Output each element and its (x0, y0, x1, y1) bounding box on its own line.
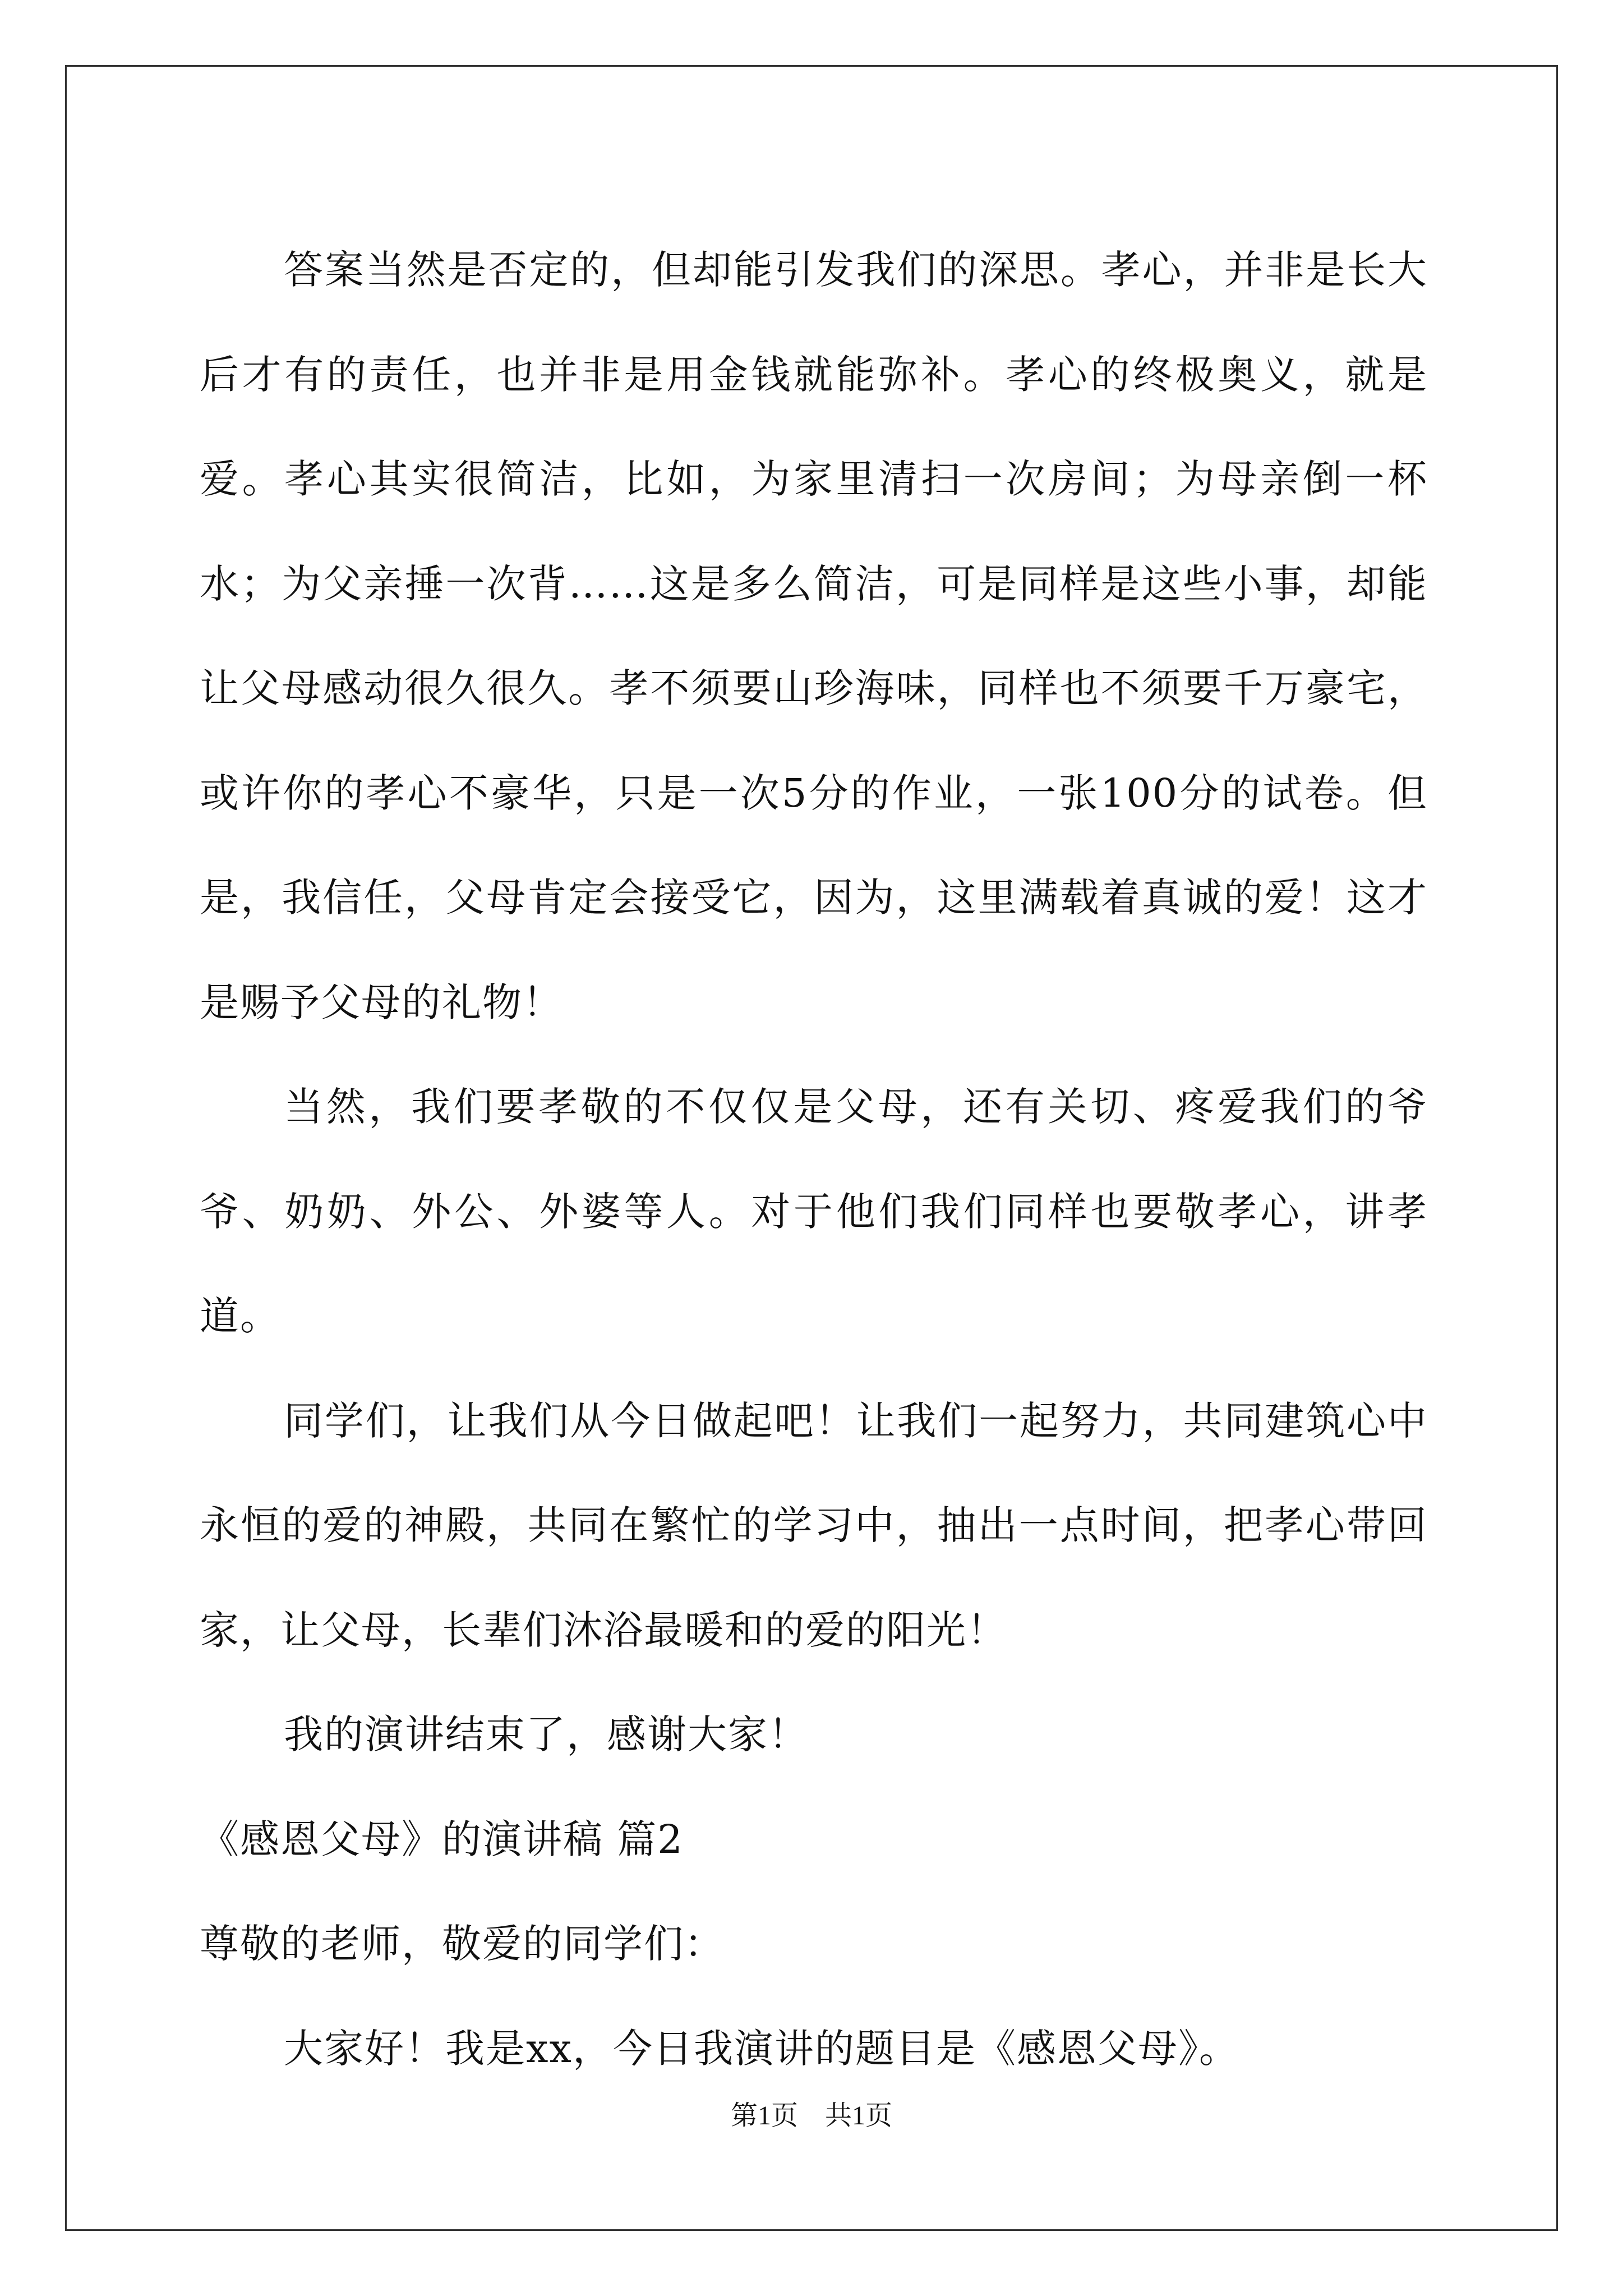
paragraph-filial-meaning: 答案当然是否定的，但却能引发我们的深思。孝心，并非是长大后才有的责任，也并非是用金钱就能弥补。孝心的终极奥义，就是爱。孝心其实很简洁，比如，为家里清扫一次房间；为母亲倒一杯水；为父亲捶一次背……这是多么简洁，可是同样是这些小事，却能让父母感动很久很久。孝不须要山珍海味，同样也不须要千万豪宅，或许你的孝心不豪华，只是一次5分的作业，一张100分的试卷。但是，我信任，父母肯定会接受它，因为，这里满载着真诚的爱！这才是赐予父母的礼物！ (200, 247, 1428, 1025)
paragraph-greeting: 大家好！我是xx，今日我演讲的题目是《感恩父母》。 (284, 2025, 1239, 2072)
salutation: 尊敬的老师，敬爱的同学们： (200, 1921, 725, 1967)
paragraph-call-to-action: 同学们，让我们从今日做起吧！让我们一起努力，共同建筑心中永恒的爱的神殿，共同在繁忙的学习中，抽出一点时间，把孝心带回家，让父母，长辈们沐浴最暖和的爱的阳光！ (200, 1397, 1428, 1653)
document-body (200, 218, 1428, 2101)
paragraph-respect-elders: 当然，我们要孝敬的不仅仅是父母，还有关切、疼爱我们的爷爷、奶奶、外公、外婆等人。对于他们我们同样也要敬孝心，讲孝道。 (200, 1084, 1428, 1339)
paragraph-closing: 我的演讲结束了，感谢大家！ (284, 1711, 809, 1757)
page-footer (0, 2093, 1623, 2132)
page-total: 共1页 (825, 2101, 893, 2131)
page-number: 第1页 (730, 2101, 798, 2131)
section-heading: 《感恩父母》的演讲稿 篇2 (200, 1816, 684, 1862)
